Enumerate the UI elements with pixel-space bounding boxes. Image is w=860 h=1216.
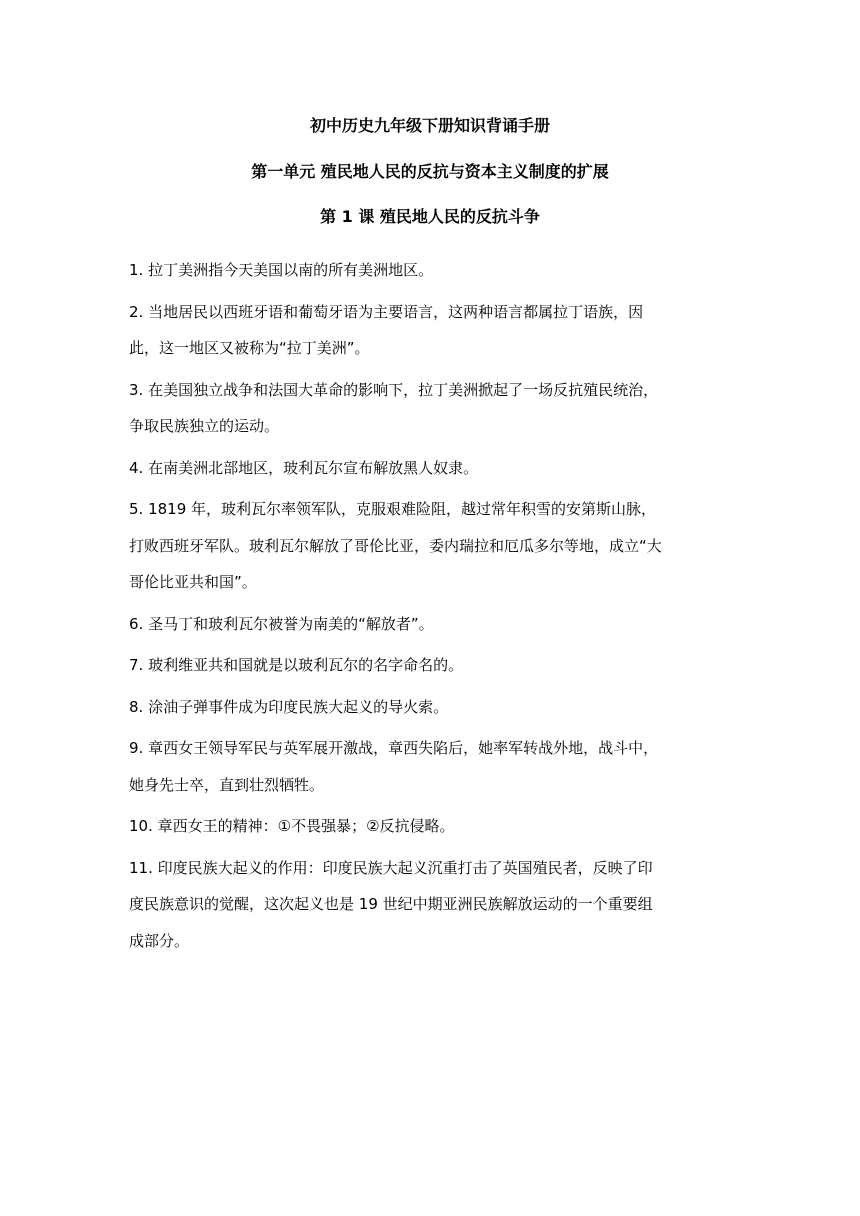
item-line: 打败西班牙军队。玻利瓦尔解放了哥伦比亚，委内瑞拉和厄瓜多尔等地，成立“大 [129,536,662,555]
item-line: 3. 在美国独立战争和法国大革命的影响下，拉丁美洲掀起了一场反抗殖民统治， [129,380,659,399]
lesson-heading: 第 1 课 殖民地人民的反抗斗争 [320,207,540,226]
item-line: 11. 印度民族大起义的作用：印度民族大起义沉重打击了英国殖民者，反映了印 [129,858,653,877]
item-line: 争取民族独立的运动。 [129,417,280,435]
knowledge-item-3 [129,372,731,445]
item-line: 4. 在南美洲北部地区，玻利瓦尔宣布解放黑人奴隶。 [129,458,479,477]
knowledge-item-9 [129,730,731,803]
item-line: 度民族意识的觉醒，这次起义也是 19 世纪中期亚洲民族解放运动的一个重要组 [129,895,653,913]
item-line: 5. 1819 年，玻利瓦尔率领军队，克服艰难险阻，越过常年积雪的安第斯山脉， [129,500,657,518]
item-line: 成部分。 [129,931,190,950]
item-line: 7. 玻利维亚共和国就是以玻利瓦尔的名字命名的。 [129,656,464,674]
knowledge-item-2 [129,294,731,367]
item-line: 她身先士卒，直到壮烈牺牲。 [129,775,325,794]
item-line: 8. 涂油子弹事件成为印度民族大起义的导火索。 [129,697,449,716]
item-line: 6. 圣马丁和玻利瓦尔被誉为南美的“解放者”。 [129,614,434,633]
item-line: 2. 当地居民以西班牙语和葡萄牙语为主要语言，这两种语言都属拉丁语族，因 [129,302,644,321]
knowledge-item-10 [129,808,731,845]
item-line: 10. 章西女王的精神：①不畏强暴；②反抗侵略。 [129,817,455,835]
knowledge-item-4 [129,450,731,487]
knowledge-list [129,252,731,964]
item-line: 1. 拉丁美洲指今天美国以南的所有美洲地区。 [129,261,434,279]
document-title: 初中历史九年级下册知识背诵手册 [309,116,550,135]
knowledge-item-5 [129,491,731,601]
knowledge-item-6 [129,606,731,643]
knowledge-item-11 [129,850,731,960]
item-line: 9. 章西女王领导军民与英军展开激战，章西失陷后，她率军转战外地，战斗中， [129,739,659,757]
unit-heading: 第一单元 殖民地人民的反抗与资本主义制度的扩展 [251,162,609,181]
item-line: 哥伦比亚共和国”。 [129,573,257,591]
item-line: 此，这一地区又被称为“拉丁美洲”。 [129,339,370,357]
knowledge-item-7 [129,647,731,684]
knowledge-item-8 [129,689,731,726]
knowledge-item-1 [129,252,731,289]
